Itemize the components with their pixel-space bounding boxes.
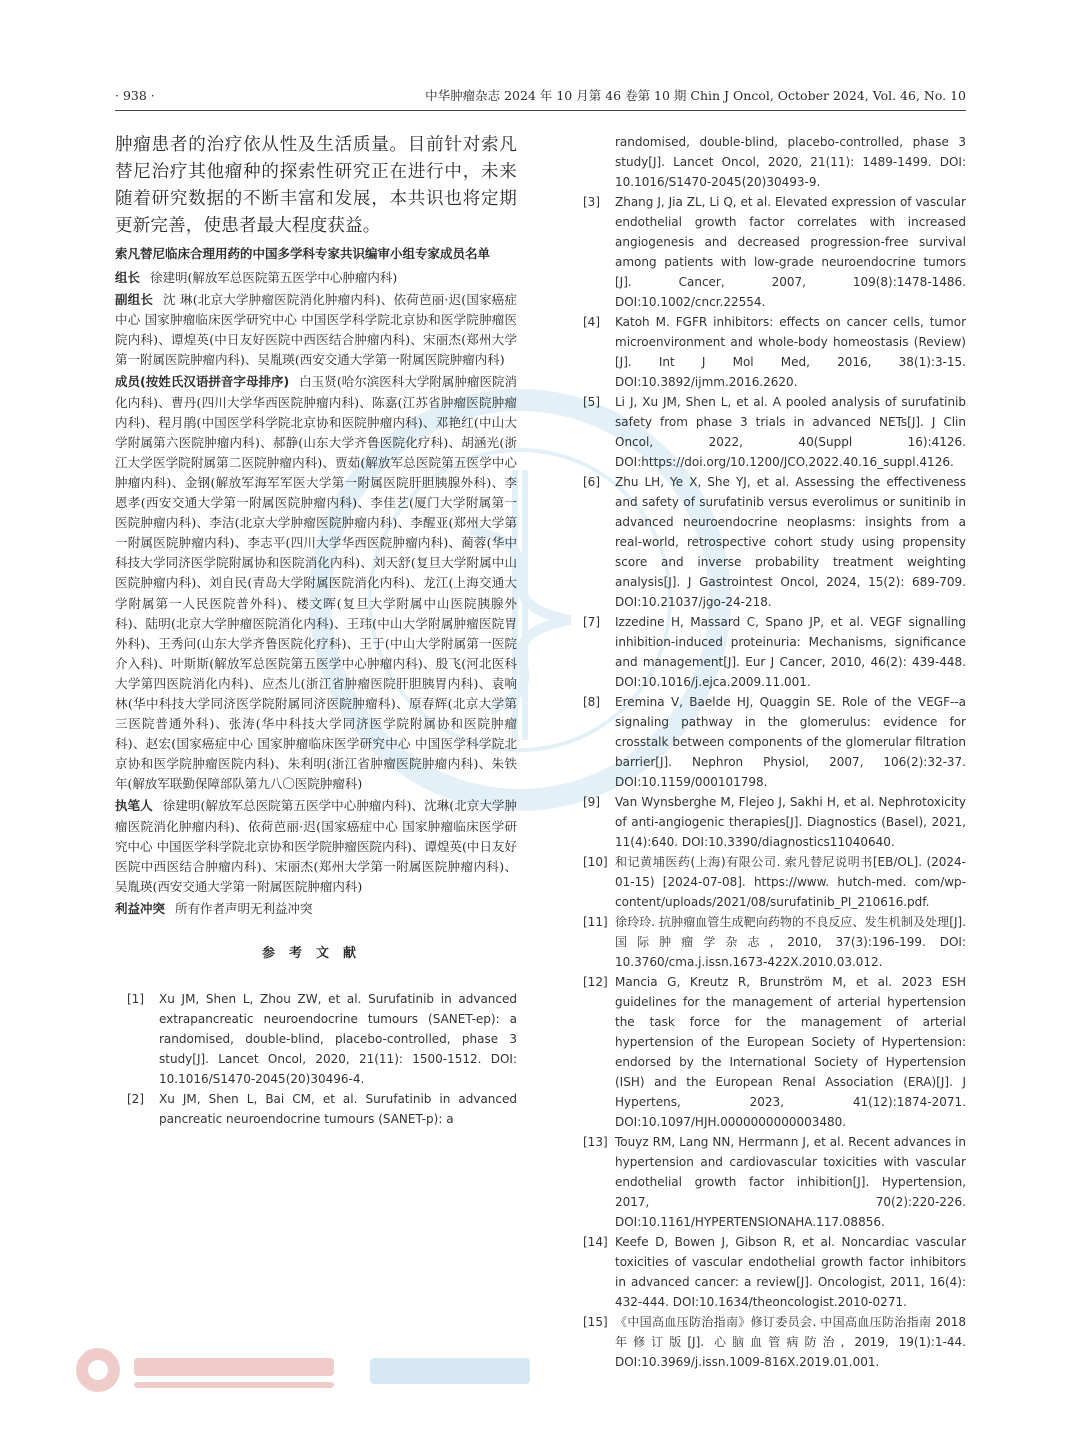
reference-text: 和记黄埔医药(上海)有限公司. 索凡替尼说明书[EB/OL]. (2024-01-15) [2024-07-08]. https://www. hutch-med. com/wp-content/uploads/2021/08/surufatinib_PI_210616.pdf. <box>615 855 966 909</box>
roster-entry <box>115 268 517 288</box>
reference-item <box>571 1312 966 1372</box>
journal-citation: 中华肿瘤杂志 2024 年 10 月第 46 卷第 10 期 Chin J Oncol, October 2024, Vol. 46, No. 10 <box>425 88 966 103</box>
reference-number: [12] <box>583 975 608 989</box>
reference-number: [6] <box>583 475 600 489</box>
reference-number: [14] <box>583 1235 608 1249</box>
reference-text: Xu JM, Shen L, Bai CM, et al. Surufatinib in advanced pancreatic neuroendocrine tumours (SANET-p): a <box>159 1092 517 1126</box>
reference-item <box>571 692 966 792</box>
reference-text: 《中国高血压防治指南》修订委员会. 中国高血压防治指南 2018 年修订版[J]. 心脑血管病防治, 2019, 19(1):1-44. DOI:10.3969/j.issn.1009-816X.2019.01.001. <box>615 1315 966 1369</box>
reference-item <box>571 972 966 1132</box>
roster-text: 所有作者声明无利益冲突 <box>175 900 313 916</box>
reference-text: Izzedine H, Massard C, Spano JP, et al. VEGF signalling inhibition-induced proteinuria: Mechanisms, significance and management[J]. Eur J Cancer, 2010, 46(2): 439-448. DOI:10.1016/j.ejca.2009.11.001. <box>615 615 966 689</box>
reference-number: [9] <box>583 795 600 809</box>
reference-number: [11] <box>583 915 608 929</box>
page-number: · 938 · <box>115 88 155 103</box>
reference-item <box>571 472 966 612</box>
reference-number: [8] <box>583 695 600 709</box>
reference-number: [3] <box>583 195 600 209</box>
roster-label: 副组长 <box>115 292 154 308</box>
reference-text: Mancia G, Kreutz R, Brunström M, et al. 2023 ESH guidelines for the management of arterial hypertension the task force for the management of arterial hypertension of the European Society of Hypertension: endorsed by the International Society of Hypertension (ISH) and the European Renal Association (ERA)[J]. J Hypertens, 2023, 41(12):1874-2071. DOI:10.1097/HJH.0000000000003480. <box>615 975 966 1129</box>
roster-label: 成员(按姓氏汉语拼音字母排序) <box>115 374 290 390</box>
reference-item <box>571 1232 966 1312</box>
reference-text: 徐玲玲. 抗肿瘤血管生成靶向药物的不良反应、发生机制及处理[J]. 国际肿瘤学杂志, 2010, 37(3):196-199. DOI: 10.3760/cma.j.issn.1673-422X.2010.03.012. <box>615 915 966 969</box>
roster-label: 组长 <box>115 270 141 285</box>
reference-text: Eremina V, Baelde HJ, Quaggin SE. Role of the VEGF--a signaling pathway in the glomerulus: evidence for crosstalk between components of the glomerular filtration barrier[J]. Nephron Physiol, 2007, 106(2):32-37. DOI:10.1159/000101798. <box>615 695 966 789</box>
reference-number: [7] <box>583 615 600 629</box>
roster-entry <box>115 899 517 919</box>
reference-text: Katoh M. FGFR inhibitors: effects on cancer cells, tumor microenvironment and whole-body homeostasis (Review) [J]. Int J Mol Med, 2016, 38(1):3-15. DOI:10.3892/ijmm.2016.2620. <box>615 315 966 389</box>
references-left <box>115 989 517 1129</box>
roster-text: 徐建明(解放军总医院第五医学中心肿瘤内科)、沈琳(北京大学肿瘤医院消化肿瘤内科)、依荷芭丽·迟(国家癌症中心 国家肿瘤临床医学研究中心 中国医学科学院北京协和医学院肿瘤医院内科)、谭煌英(中日友好医院中西医结合肿瘤内科)、宋丽杰(郑州大学第一附属医院肿瘤内科)、吴胤瑛(西安交通大学第一附属医院肿瘤内科) <box>115 798 517 894</box>
reference-item <box>571 792 966 852</box>
reference-item <box>115 1089 517 1129</box>
reference-text: Touyz RM, Lang NN, Herrmann J, et al. Recent advances in hypertension and cardiovascular toxicities with vascular endothelial growth factor inhibition[J]. Hypertension, 2017, 70(2):220-226. DOI:10.1161/HYPERTENSIONAHA.117.08856. <box>615 1135 966 1229</box>
reference-number: [5] <box>583 395 600 409</box>
roster-label: 执笔人 <box>115 798 153 814</box>
roster-entry <box>115 796 517 896</box>
reference-number: [15] <box>583 1315 608 1329</box>
roster-text: 徐建明(解放军总医院第五医学中心肿瘤内科) <box>150 270 398 285</box>
reference-text: Li J, Xu JM, Shen L, et al. A pooled analysis of surufatinib safety from phase 3 trials in advanced NETs[J]. J Clin Oncol, 2022, 40(Suppl 16):4126. DOI:https://doi.org/10.1200/JCO.2022.40.16_suppl.4126. <box>615 395 966 469</box>
reference-text: Van Wynsberghe M, Flejeo J, Sakhi H, et al. Nephrotoxicity of anti-angiogenic therapies[J]. Diagnostics (Basel), 2021, 11(4):640. DOI:10.3390/diagnostics11040640. <box>615 795 966 849</box>
reference-item <box>115 989 517 1089</box>
roster-text: 沈 琳(北京大学肿瘤医院消化肿瘤内科)、依荷芭丽·迟(国家癌症中心 国家肿瘤临床医学研究中心 中国医学科学院北京协和医学院肿瘤医院内科)、谭煌英(中日友好医院中西医结合肿瘤内科)、宋丽杰(郑州大学第一附属医院肿瘤内科)、吴胤瑛(西安交通大学第一附属医院肿瘤内科) <box>115 292 517 368</box>
roster-text: 白玉贤(哈尔滨医科大学附属肿瘤医院消化内科)、曹丹(四川大学华西医院肿瘤内科)、陈嘉(江苏省肿瘤医院肿瘤内科)、程月鹃(中国医学科学院北京协和医院肿瘤内科)、邓艳红(中山大学附属第六医院肿瘤内科)、郝静(山东大学齐鲁医院化疗科)、胡涵光(浙江大学医学院附属第二医院肿瘤内科)、贾茹(解放军总医院第五医学中心肿瘤内科)、金钢(解放军海军军医大学第一附属医院肝胆胰腺外科)、李恩孝(西安交通大学第一附属医院肿瘤内科)、李佳艺(厦门大学附属第一医院肿瘤内科)、李洁(北京大学肿瘤医院肿瘤内科)、李醒亚(郑州大学第一附属医院肿瘤内科)、李志平(四川大学华西医院肿瘤内科)、蔺蓉(华中科技大学同济医学院附属协和医院消化内科)、刘天舒(复旦大学附属中山医院肿瘤内科)、刘自民(青岛大学附属医院消化内科)、龙江(上海交通大学附属第一人民医院普外科)、楼文晖(复旦大学附属中山医院胰腺外科)、陆明(北京大学肿瘤医院消化内科)、王玮(中山大学附属肿瘤医院胃外科)、王秀问(山东大学齐鲁医院化疗科)、王于(中山大学附属第一医院介入科)、叶斯斯(解放军总医院第五医学中心肿瘤内科)、殷飞(河北医科大学第四医院消化内科)、应杰儿(浙江省肿瘤医院肝胆胰胃内科)、袁响林(华中科技大学同济医学院附属同济医院肿瘤科)、原春辉(北京大学第三医院普通外科)、张涛(华中科技大学同济医学院附属协和医院肿瘤科)、赵宏(国家癌症中心 国家肿瘤临床医学研究中心 中国医学科学院北京协和医学院肿瘤医院内科)、朱利明(浙江省肿瘤医院肿瘤内科)、朱铁年(解放军联勤保障部队第九八〇医院肿瘤科) <box>115 374 517 792</box>
roster-entry <box>115 372 517 794</box>
reference-item <box>571 392 966 472</box>
reference-continuation: randomised, double-blind, placebo-controlled, phase 3 study[J]. Lancet Oncol, 2020, 21(11): 1489-1499. DOI: 10.1016/S1470-2045(20)30493-9. <box>615 135 966 189</box>
reference-item <box>571 912 966 972</box>
right-column <box>571 132 966 1372</box>
references-heading: 参考文献 <box>261 946 370 961</box>
reference-item <box>571 1132 966 1232</box>
reference-number: [10] <box>583 855 608 869</box>
closing-paragraph: 肿瘤患者的治疗依从性及生活质量。目前针对索凡替尼治疗其他瘤种的探索性研究正在进行中，未来随着研究数据的不断丰富和发展，本共识也将定期更新完善，使患者最大程度获益。 <box>115 135 517 236</box>
reference-text: Xu JM, Shen L, Zhou ZW, et al. Surufatinib in advanced extrapancreatic neuroendocrine tumours (SANET-ep): a randomised, double-blind, placebo-controlled, phase 3 study[J]. Lancet Oncol, 2020, 21(11): 1500-1512. DOI: 10.1016/S1470-2045(20)30496-4. <box>159 992 517 1086</box>
reference-number: [13] <box>583 1135 608 1149</box>
roster-label: 利益冲突 <box>115 900 166 916</box>
reference-text: Keefe D, Bowen J, Gibson R, et al. Noncardiac vascular toxicities of vascular endothelial growth factor inhibitors in advanced cancer: a review[J]. Oncologist, 2011, 16(4): 432-444. DOI:10.1634/theoncologist.2010-0271. <box>615 1235 966 1309</box>
reference-item <box>571 312 966 392</box>
running-header <box>115 86 966 111</box>
reference-item <box>571 612 966 692</box>
reference-item <box>571 852 966 912</box>
reference-text: Zhu LH, Ye X, She YJ, et al. Assessing the effectiveness and safety of surufatinib versus everolimus or sunitinib in advanced neuroendocrine neoplasms: insights from a real-world, retrospective cohort study using propensity score and inverse probability treatment weighting analysis[J]. J Gastrointest Oncol, 2024, 15(2): 689-709. DOI:10.21037/jgo-24-218. <box>615 475 966 609</box>
panel-title: 索凡替尼临床合理用药的中国多学科专家共识编审小组专家成员名单 <box>115 246 491 261</box>
references-right <box>571 192 966 1372</box>
reference-number: [2] <box>127 1092 144 1106</box>
reference-item <box>571 192 966 312</box>
panel-roster <box>115 268 517 919</box>
reference-number: [1] <box>127 992 144 1006</box>
roster-entry <box>115 290 517 370</box>
left-column <box>115 132 517 1129</box>
reference-text: Zhang J, Jia ZL, Li Q, et al. Elevated expression of vascular endothelial growth factor correlates with increased angiogenesis and decreased progression-free survival among patients with low-grade neuroendocrine tumors [J]. Cancer, 2007, 109(8):1478-1486. DOI:10.1002/cncr.22554. <box>615 195 966 309</box>
publisher-logo-icon <box>70 1340 550 1400</box>
reference-number: [4] <box>583 315 600 329</box>
